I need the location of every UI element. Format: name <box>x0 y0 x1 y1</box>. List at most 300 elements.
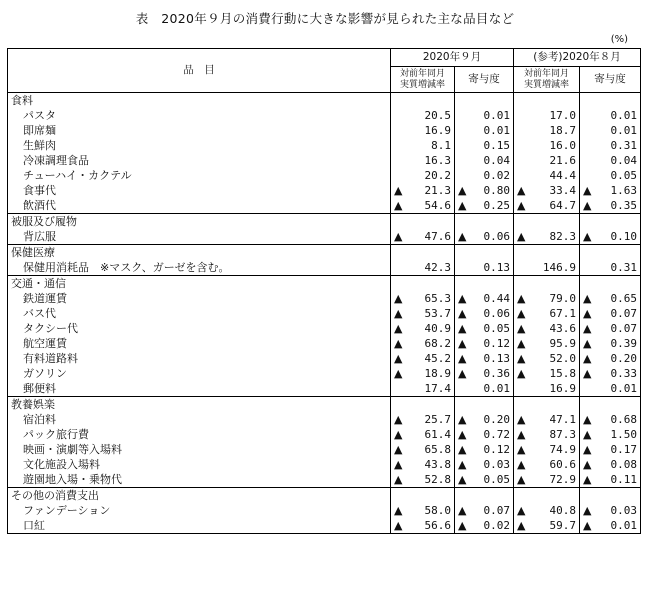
item-name: パスタ <box>8 108 391 123</box>
value-text: 65.8 <box>424 443 451 456</box>
negative-marker: ▲ <box>517 292 526 305</box>
negative-marker: ▲ <box>458 413 467 426</box>
item-name: 生鮮肉 <box>8 138 391 153</box>
value-text: 0.07 <box>483 504 510 517</box>
value-cell-a-chg <box>391 442 455 457</box>
table-row <box>8 457 641 472</box>
value-cell-a-chg <box>391 153 455 168</box>
value-text: 43.6 <box>549 322 576 335</box>
value-text: 0.07 <box>610 307 637 320</box>
negative-marker: ▲ <box>517 473 526 486</box>
value-cell-b-chg <box>514 457 580 472</box>
value-cell-a-con <box>455 518 514 534</box>
section-empty-cell <box>514 397 580 413</box>
value-cell-a-chg <box>391 138 455 153</box>
negative-marker: ▲ <box>394 367 403 380</box>
value-text: 40.9 <box>424 322 451 335</box>
value-text: 0.31 <box>610 261 637 274</box>
section-row <box>8 397 641 413</box>
value-cell-b-con <box>580 381 641 397</box>
value-cell-a-chg <box>391 229 455 245</box>
value-text: 56.6 <box>424 519 451 532</box>
value-text: 47.6 <box>424 230 451 243</box>
change-header-line1: 対前年同月 <box>523 68 569 79</box>
section-empty-cell <box>580 397 641 413</box>
value-cell-a-con <box>455 198 514 214</box>
value-cell-a-con <box>455 366 514 381</box>
table-row <box>8 108 641 123</box>
item-name: パック旅行費 <box>8 427 391 442</box>
value-text: 0.20 <box>610 352 637 365</box>
negative-marker: ▲ <box>583 504 592 517</box>
value-text: 0.04 <box>483 154 510 167</box>
value-text: 0.01 <box>483 124 510 137</box>
value-cell-b-chg <box>514 472 580 488</box>
item-name: 文化施設入場料 <box>8 457 391 472</box>
value-cell-a-con <box>455 336 514 351</box>
section-empty-cell <box>514 93 580 109</box>
section-name: 交通・通信 <box>8 276 391 292</box>
item-name: 食事代 <box>8 183 391 198</box>
value-text: 17.4 <box>424 382 451 395</box>
table-row <box>8 198 641 214</box>
value-text: 21.6 <box>549 154 576 167</box>
negative-marker: ▲ <box>458 230 467 243</box>
negative-marker: ▲ <box>458 352 467 365</box>
value-cell-b-con <box>580 472 641 488</box>
value-cell-b-chg <box>514 503 580 518</box>
value-cell-b-con <box>580 442 641 457</box>
section-empty-cell <box>455 93 514 109</box>
section-row <box>8 214 641 230</box>
period-b-change-header <box>514 67 580 93</box>
value-text: 0.02 <box>483 519 510 532</box>
section-name: その他の消費支出 <box>8 488 391 504</box>
section-empty-cell <box>514 214 580 230</box>
value-cell-b-chg <box>514 412 580 427</box>
value-cell-b-chg <box>514 108 580 123</box>
value-text: 8.1 <box>431 139 451 152</box>
value-text: 0.44 <box>483 292 510 305</box>
table-row <box>8 412 641 427</box>
negative-marker: ▲ <box>517 337 526 350</box>
value-cell-a-con <box>455 183 514 198</box>
negative-marker: ▲ <box>394 504 403 517</box>
value-text: 0.36 <box>483 367 510 380</box>
value-text: 15.8 <box>549 367 576 380</box>
value-cell-b-chg <box>514 306 580 321</box>
value-cell-b-con <box>580 351 641 366</box>
value-cell-b-chg <box>514 168 580 183</box>
value-cell-a-con <box>455 306 514 321</box>
negative-marker: ▲ <box>458 307 467 320</box>
negative-marker: ▲ <box>517 352 526 365</box>
negative-marker: ▲ <box>583 230 592 243</box>
value-cell-a-chg <box>391 518 455 534</box>
item-name: ガソリン <box>8 366 391 381</box>
value-cell-a-chg <box>391 108 455 123</box>
value-cell-a-chg <box>391 123 455 138</box>
value-cell-a-chg <box>391 366 455 381</box>
value-cell-b-con <box>580 153 641 168</box>
value-cell-a-con <box>455 108 514 123</box>
value-cell-b-chg <box>514 381 580 397</box>
section-row <box>8 93 641 109</box>
table-row <box>8 260 641 276</box>
value-text: 74.9 <box>549 443 576 456</box>
negative-marker: ▲ <box>583 443 592 456</box>
table-row <box>8 229 641 245</box>
value-cell-b-chg <box>514 518 580 534</box>
value-cell-b-chg <box>514 366 580 381</box>
table-row <box>8 381 641 397</box>
item-name: 鉄道運賃 <box>8 291 391 306</box>
negative-marker: ▲ <box>394 307 403 320</box>
value-text: 0.01 <box>610 109 637 122</box>
value-text: 0.33 <box>610 367 637 380</box>
negative-marker: ▲ <box>517 230 526 243</box>
value-text: 61.4 <box>424 428 451 441</box>
item-name: 保健用消耗品 ※マスク、ガーゼを含む。 <box>8 260 391 276</box>
value-text: 16.3 <box>424 154 451 167</box>
unit-label: (%) <box>610 34 628 45</box>
value-cell-b-con <box>580 168 641 183</box>
negative-marker: ▲ <box>583 337 592 350</box>
value-text: 0.11 <box>610 473 637 486</box>
negative-marker: ▲ <box>458 292 467 305</box>
period-a-change-header <box>391 67 455 93</box>
value-cell-b-con <box>580 503 641 518</box>
value-text: 58.0 <box>424 504 451 517</box>
value-text: 47.1 <box>549 413 576 426</box>
value-text: 20.2 <box>424 169 451 182</box>
negative-marker: ▲ <box>458 458 467 471</box>
negative-marker: ▲ <box>458 443 467 456</box>
section-name: 食料 <box>8 93 391 109</box>
value-cell-a-con <box>455 260 514 276</box>
value-text: 72.9 <box>549 473 576 486</box>
value-text: 0.12 <box>483 443 510 456</box>
value-text: 0.02 <box>483 169 510 182</box>
section-name: 教養娯楽 <box>8 397 391 413</box>
negative-marker: ▲ <box>458 473 467 486</box>
value-text: 16.0 <box>549 139 576 152</box>
value-cell-b-con <box>580 229 641 245</box>
value-text: 0.35 <box>610 199 637 212</box>
period-b-contrib-header: 寄与度 <box>580 67 641 93</box>
value-text: 0.10 <box>610 230 637 243</box>
value-cell-a-chg <box>391 457 455 472</box>
value-text: 25.7 <box>424 413 451 426</box>
value-cell-a-chg <box>391 291 455 306</box>
value-cell-a-chg <box>391 183 455 198</box>
value-text: 0.20 <box>483 413 510 426</box>
section-empty-cell <box>455 397 514 413</box>
value-cell-a-chg <box>391 198 455 214</box>
negative-marker: ▲ <box>394 443 403 456</box>
value-text: 33.4 <box>549 184 576 197</box>
value-text: 0.01 <box>610 124 637 137</box>
value-cell-b-chg <box>514 336 580 351</box>
item-column-header: 品 目 <box>8 49 391 93</box>
table-row <box>8 336 641 351</box>
table-row <box>8 351 641 366</box>
section-row <box>8 276 641 292</box>
value-cell-b-con <box>580 427 641 442</box>
value-text: 60.6 <box>549 458 576 471</box>
table-row <box>8 518 641 534</box>
value-cell-b-chg <box>514 123 580 138</box>
value-text: 20.5 <box>424 109 451 122</box>
value-cell-a-con <box>455 412 514 427</box>
negative-marker: ▲ <box>583 184 592 197</box>
value-text: 40.8 <box>549 504 576 517</box>
negative-marker: ▲ <box>583 413 592 426</box>
table-title: 表 2020年９月の消費行動に大きな影響が見られた主な品目など <box>135 11 515 26</box>
negative-marker: ▲ <box>583 458 592 471</box>
negative-marker: ▲ <box>517 519 526 532</box>
item-name: 航空運賃 <box>8 336 391 351</box>
period-b-header: (参考)2020年８月 <box>514 49 641 67</box>
value-cell-a-con <box>455 442 514 457</box>
value-text: 0.07 <box>610 322 637 335</box>
negative-marker: ▲ <box>517 413 526 426</box>
value-cell-a-con <box>455 138 514 153</box>
value-cell-a-con <box>455 427 514 442</box>
item-name: 冷凍調理食品 <box>8 153 391 168</box>
negative-marker: ▲ <box>517 322 526 335</box>
item-name: バス代 <box>8 306 391 321</box>
section-empty-cell <box>514 245 580 261</box>
negative-marker: ▲ <box>517 307 526 320</box>
value-text: 67.1 <box>549 307 576 320</box>
table-row <box>8 427 641 442</box>
value-cell-a-con <box>455 321 514 336</box>
value-text: 0.13 <box>483 261 510 274</box>
value-text: 0.05 <box>483 473 510 486</box>
negative-marker: ▲ <box>517 367 526 380</box>
section-row <box>8 245 641 261</box>
item-name: 背広服 <box>8 229 391 245</box>
value-text: 0.08 <box>610 458 637 471</box>
value-cell-b-con <box>580 260 641 276</box>
negative-marker: ▲ <box>394 473 403 486</box>
value-cell-b-chg <box>514 442 580 457</box>
change-header-line2: 実質増減率 <box>523 79 569 90</box>
negative-marker: ▲ <box>458 519 467 532</box>
section-name: 保健医療 <box>8 245 391 261</box>
value-text: 52.0 <box>549 352 576 365</box>
negative-marker: ▲ <box>583 428 592 441</box>
section-empty-cell <box>455 245 514 261</box>
table-row <box>8 123 641 138</box>
item-name: 遊園地入場・乗物代 <box>8 472 391 488</box>
value-cell-b-con <box>580 321 641 336</box>
negative-marker: ▲ <box>517 458 526 471</box>
negative-marker: ▲ <box>458 184 467 197</box>
change-header-line1: 対前年同月 <box>399 68 445 79</box>
value-text: 16.9 <box>424 124 451 137</box>
value-text: 0.01 <box>483 382 510 395</box>
value-cell-b-con <box>580 366 641 381</box>
value-cell-b-chg <box>514 229 580 245</box>
value-cell-a-con <box>455 291 514 306</box>
value-text: 45.2 <box>424 352 451 365</box>
value-text: 18.9 <box>424 367 451 380</box>
value-text: 0.12 <box>483 337 510 350</box>
section-empty-cell <box>391 488 455 504</box>
negative-marker: ▲ <box>394 413 403 426</box>
value-text: 0.01 <box>610 382 637 395</box>
value-cell-b-chg <box>514 183 580 198</box>
negative-marker: ▲ <box>394 230 403 243</box>
section-empty-cell <box>455 276 514 292</box>
value-cell-a-con <box>455 153 514 168</box>
value-cell-b-con <box>580 306 641 321</box>
consumption-table <box>7 48 641 534</box>
value-text: 0.06 <box>483 307 510 320</box>
section-name: 被服及び履物 <box>8 214 391 230</box>
value-text: 17.0 <box>549 109 576 122</box>
value-cell-a-con <box>455 168 514 183</box>
item-name: 有料道路料 <box>8 351 391 366</box>
value-cell-a-chg <box>391 381 455 397</box>
value-text: 0.05 <box>610 169 637 182</box>
negative-marker: ▲ <box>394 322 403 335</box>
item-name: チューハイ・カクテル <box>8 168 391 183</box>
section-empty-cell <box>391 245 455 261</box>
value-cell-a-con <box>455 381 514 397</box>
value-cell-a-chg <box>391 306 455 321</box>
negative-marker: ▲ <box>517 428 526 441</box>
value-text: 0.72 <box>483 428 510 441</box>
value-text: 0.15 <box>483 139 510 152</box>
value-text: 87.3 <box>549 428 576 441</box>
value-cell-b-con <box>580 123 641 138</box>
value-cell-b-con <box>580 108 641 123</box>
value-text: 0.13 <box>483 352 510 365</box>
value-text: 0.65 <box>610 292 637 305</box>
value-text: 1.50 <box>610 428 637 441</box>
value-cell-b-chg <box>514 260 580 276</box>
table-body <box>8 93 641 534</box>
item-name: 口紅 <box>8 518 391 534</box>
section-empty-cell <box>391 397 455 413</box>
negative-marker: ▲ <box>394 199 403 212</box>
value-cell-a-chg <box>391 351 455 366</box>
table-row <box>8 306 641 321</box>
section-empty-cell <box>455 214 514 230</box>
section-empty-cell <box>391 276 455 292</box>
value-cell-b-chg <box>514 291 580 306</box>
change-header-line2: 実質増減率 <box>399 79 445 90</box>
value-text: 59.7 <box>549 519 576 532</box>
value-text: 79.0 <box>549 292 576 305</box>
value-cell-b-chg <box>514 138 580 153</box>
negative-marker: ▲ <box>583 352 592 365</box>
negative-marker: ▲ <box>458 199 467 212</box>
value-text: 42.3 <box>424 261 451 274</box>
value-text: 52.8 <box>424 473 451 486</box>
section-empty-cell <box>455 488 514 504</box>
section-row <box>8 488 641 504</box>
value-text: 16.9 <box>549 382 576 395</box>
value-text: 0.03 <box>483 458 510 471</box>
value-cell-a-con <box>455 123 514 138</box>
value-cell-b-con <box>580 183 641 198</box>
negative-marker: ▲ <box>583 292 592 305</box>
negative-marker: ▲ <box>583 473 592 486</box>
value-text: 82.3 <box>549 230 576 243</box>
item-name: 飲酒代 <box>8 198 391 214</box>
negative-marker: ▲ <box>517 184 526 197</box>
negative-marker: ▲ <box>394 337 403 350</box>
value-cell-b-chg <box>514 351 580 366</box>
value-text: 146.9 <box>542 261 576 274</box>
value-text: 0.80 <box>483 184 510 197</box>
section-empty-cell <box>391 93 455 109</box>
value-text: 0.31 <box>610 139 637 152</box>
negative-marker: ▲ <box>394 352 403 365</box>
table-row <box>8 442 641 457</box>
negative-marker: ▲ <box>517 199 526 212</box>
negative-marker: ▲ <box>394 458 403 471</box>
section-empty-cell <box>580 276 641 292</box>
negative-marker: ▲ <box>394 428 403 441</box>
value-cell-a-chg <box>391 427 455 442</box>
value-cell-b-con <box>580 198 641 214</box>
section-empty-cell <box>514 488 580 504</box>
item-name: 宿泊料 <box>8 412 391 427</box>
value-cell-a-chg <box>391 336 455 351</box>
section-empty-cell <box>580 245 641 261</box>
value-cell-b-chg <box>514 427 580 442</box>
table-row <box>8 153 641 168</box>
item-name: 即席麺 <box>8 123 391 138</box>
value-cell-b-chg <box>514 198 580 214</box>
section-empty-cell <box>514 276 580 292</box>
negative-marker: ▲ <box>583 199 592 212</box>
negative-marker: ▲ <box>394 519 403 532</box>
table-row <box>8 321 641 336</box>
table-row <box>8 183 641 198</box>
negative-marker: ▲ <box>583 367 592 380</box>
value-text: 43.8 <box>424 458 451 471</box>
section-empty-cell <box>580 488 641 504</box>
value-text: 0.68 <box>610 413 637 426</box>
negative-marker: ▲ <box>458 337 467 350</box>
value-text: 0.39 <box>610 337 637 350</box>
value-cell-a-con <box>455 351 514 366</box>
negative-marker: ▲ <box>458 322 467 335</box>
item-name: ファンデーション <box>8 503 391 518</box>
value-text: 0.06 <box>483 230 510 243</box>
negative-marker: ▲ <box>458 428 467 441</box>
value-cell-b-con <box>580 336 641 351</box>
value-text: 0.03 <box>610 504 637 517</box>
table-row <box>8 472 641 488</box>
value-text: 0.04 <box>610 154 637 167</box>
value-text: 0.25 <box>483 199 510 212</box>
value-text: 68.2 <box>424 337 451 350</box>
value-text: 54.6 <box>424 199 451 212</box>
negative-marker: ▲ <box>583 322 592 335</box>
value-text: 0.17 <box>610 443 637 456</box>
value-text: 1.63 <box>610 184 637 197</box>
value-cell-a-con <box>455 503 514 518</box>
item-name: 郵便料 <box>8 381 391 397</box>
value-text: 0.01 <box>610 519 637 532</box>
